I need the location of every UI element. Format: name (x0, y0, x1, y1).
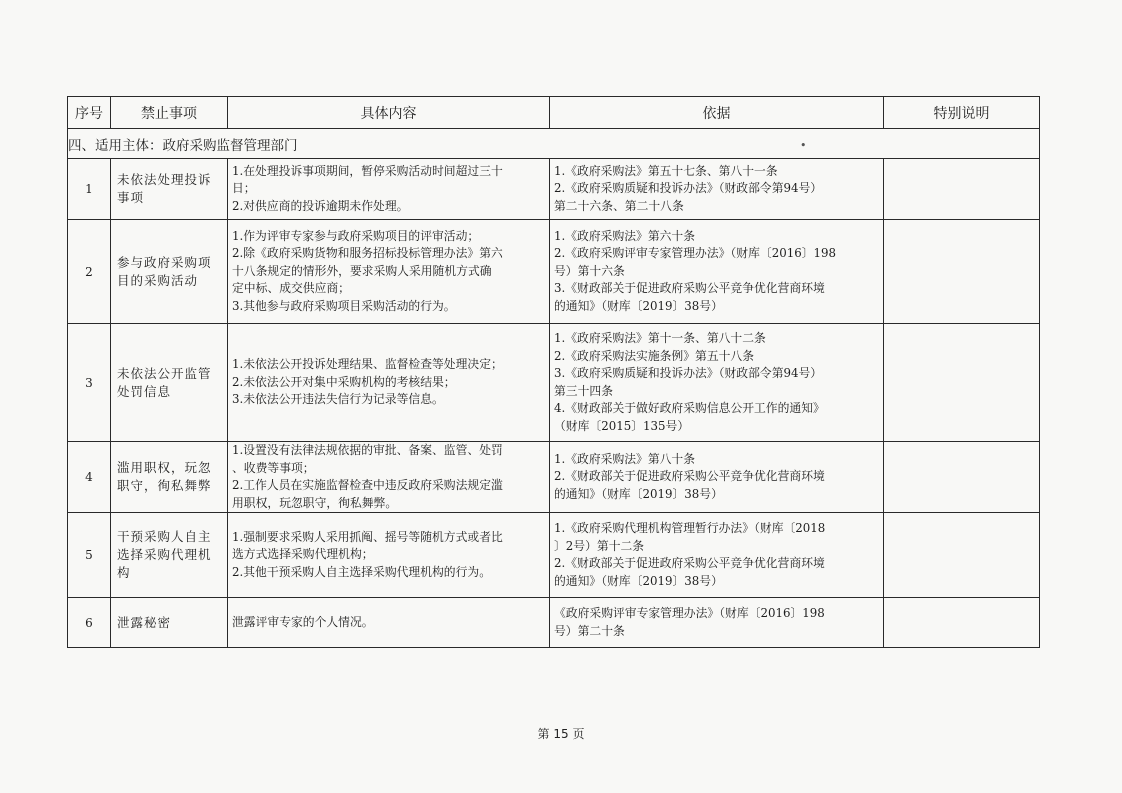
legal-basis (550, 159, 884, 220)
specific-content (228, 324, 550, 442)
section-row (68, 129, 1040, 159)
item-line: 处罚信息 (117, 383, 172, 399)
item-line: 构 (117, 565, 131, 580)
basis-line: 的通知》（财库〔2019〕38号） (554, 298, 723, 313)
content-line: 2.对供应商的投诉逾期未作处理。 (232, 198, 409, 213)
specific-content (228, 513, 550, 598)
scan-mark-icon: • (800, 139, 807, 152)
basis-line: 3.《政府采购质疑和投诉办法》（财政部令第94号） (554, 366, 823, 380)
section-title: 四、适用主体：政府采购监督管理部门 (68, 129, 1040, 159)
legal-basis (550, 598, 884, 648)
basis-line: 2.《财政部关于促进政府采购公平竞争优化营商环境 (554, 556, 825, 570)
row-number: 1 (68, 159, 111, 220)
special-note (884, 220, 1040, 324)
legal-basis (550, 513, 884, 598)
item-line: 未依法公开监管 (117, 365, 212, 381)
prohibited-item (111, 598, 228, 648)
table-row (68, 324, 1040, 442)
basis-line: 1.《政府采购代理机构管理暂行办法》（财库〔2018 (554, 521, 826, 535)
item-line: 职守，徇私舞弊 (117, 478, 212, 493)
item-line: 参与政府采购项 (117, 254, 212, 270)
special-note (884, 442, 1040, 513)
basis-line: 2.《财政部关于促进政府采购公平竞争优化营商环境 (554, 469, 825, 484)
content-line: 1.强制要求采购人采用抓阄、摇号等随机方式或者比 (232, 529, 503, 544)
content-line: 定中标、成交供应商； (232, 281, 350, 296)
prohibited-item (111, 324, 228, 442)
prohibited-item (111, 220, 228, 324)
basis-line: 号）第十六条 (554, 263, 625, 278)
row-number: 3 (68, 324, 111, 442)
item-line: 泄露秘密 (117, 614, 172, 630)
basis-line: 的通知》（财库〔2019〕38号） (554, 486, 723, 501)
legal-basis (550, 442, 884, 513)
basis-line: 第二十六条、第二十八条 (554, 198, 684, 213)
basis-line: 4.《财政部关于做好政府采购信息公开工作的通知》 (554, 401, 825, 415)
basis-line: 1.《政府采购法》第八十条 (554, 451, 696, 466)
content-line: 3.未依法公开违法失信行为记录等信息。 (232, 392, 444, 407)
special-note (884, 159, 1040, 220)
page-number: 第 15 页 (537, 727, 585, 741)
content-line: 日； (232, 181, 256, 196)
table-row (68, 598, 1040, 648)
content-line: 2.除《政府采购货物和服务招标投标管理办法》第六 (232, 246, 503, 261)
special-note (884, 324, 1040, 442)
basis-line: （财库〔2015〕135号） (554, 418, 690, 433)
prohibited-item (111, 159, 228, 220)
header-note: 特别说明 (884, 97, 1040, 129)
row-number: 2 (68, 220, 111, 324)
content-line: 十八条规定的情形外，要求采购人采用随机方式确 (232, 263, 492, 278)
content-line: 1.作为评审专家参与政府采购项目的评审活动； (232, 228, 480, 243)
specific-content (228, 442, 550, 513)
basis-line: 的通知》（财库〔2019〕38号） (554, 573, 723, 588)
basis-line: 〕2号）第十二条 (554, 538, 645, 553)
table-row (68, 442, 1040, 513)
row-number: 5 (68, 513, 111, 598)
content-line: 2.其他干预采购人自主选择采购代理机构的行为。 (232, 564, 491, 579)
header-no: 序号 (68, 97, 111, 129)
content-line: 、收费等事项； (232, 460, 315, 475)
special-note (884, 598, 1040, 648)
basis-line: 2.《政府采购评审专家管理办法》（财库〔2016〕198 (554, 246, 837, 261)
content-line: 1.未依法公开投诉处理结果、监督检查等处理决定； (232, 357, 503, 372)
content-line: 选方式选择采购代理机构； (232, 547, 374, 562)
basis-line: 第三十四条 (554, 383, 613, 398)
content-line: 1.在处理投诉事项期间，暂停采购活动时间超过三十 (232, 163, 503, 178)
specific-content (228, 159, 550, 220)
basis-line: 《政府采购评审专家管理办法》（财库〔2016〕198 (554, 606, 825, 620)
basis-line: 1.《政府采购法》第五十七条、第八十一条 (554, 163, 778, 178)
basis-line: 2.《政府采购法实施条例》第五十八条 (554, 348, 755, 363)
row-number: 4 (68, 442, 111, 513)
header-item: 禁止事项 (111, 97, 228, 129)
header-content: 具体内容 (228, 97, 550, 129)
content-line: 泄露评审专家的个人情况。 (232, 614, 374, 629)
basis-line: 1.《政府采购法》第十一条、第八十二条 (554, 331, 766, 345)
item-line: 选择采购代理机 (117, 547, 212, 562)
legal-basis (550, 324, 884, 442)
header-basis: 依据 (550, 97, 884, 129)
table-row (68, 513, 1040, 598)
item-line: 事项 (117, 190, 145, 205)
specific-content (228, 220, 550, 324)
content-line: 1.设置没有法律法规依据的审批、备案、监管、处罚 (232, 443, 503, 457)
table-header-row (68, 97, 1040, 129)
item-line: 干预采购人自主 (117, 529, 212, 544)
basis-line: 号）第二十条 (554, 623, 625, 638)
prohibited-item (111, 513, 228, 598)
specific-content (228, 598, 550, 648)
content-line: 3.其他参与政府采购项目采购活动的行为。 (232, 298, 456, 313)
content-line: 用职权，玩忽职守，徇私舞弊。 (232, 495, 398, 510)
item-line: 目的采购活动 (117, 272, 199, 288)
row-number: 6 (68, 598, 111, 648)
content-line: 2.未依法公开对集中采购机构的考核结果； (232, 374, 456, 389)
prohibited-items-table (67, 96, 1040, 648)
basis-line: 3.《财政部关于促进政府采购公平竞争优化营商环境 (554, 281, 825, 296)
table-row (68, 159, 1040, 220)
item-line: 滥用职权，玩忽 (117, 460, 212, 475)
prohibited-item (111, 442, 228, 513)
special-note (884, 513, 1040, 598)
basis-line: 1.《政府采购法》第六十条 (554, 228, 696, 243)
legal-basis (550, 220, 884, 324)
content-line: 2.工作人员在实施监督检查中违反政府采购法规定滥 (232, 478, 503, 492)
basis-line: 2.《政府采购质疑和投诉办法》（财政部令第94号） (554, 181, 823, 196)
table-row (68, 220, 1040, 324)
item-line: 未依法处理投诉 (117, 172, 212, 187)
